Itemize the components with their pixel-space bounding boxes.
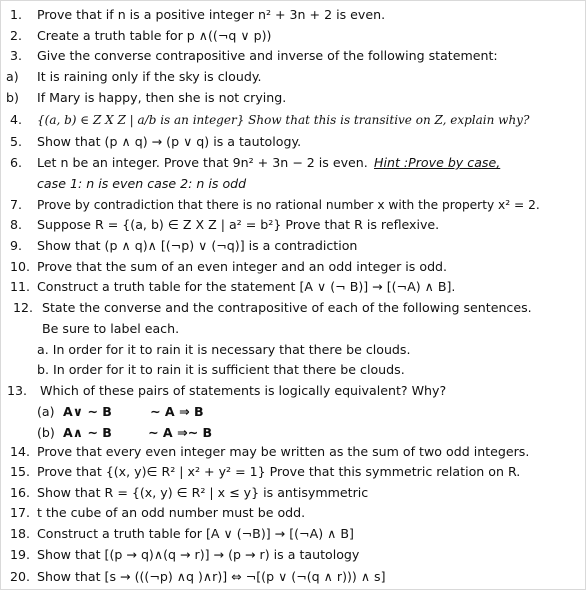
item-text: State the converse and the contrapositive of each of the following sentences. [42, 300, 532, 315]
item-number: 7. [10, 197, 23, 212]
item-text: Show that R = {(x, y) ∈ R² | x ≤ y} is antisymmetric [37, 485, 369, 500]
item-text: It is raining only if the sky is cloudy. [37, 69, 262, 84]
hint-text: Hint :Prove by case, [374, 155, 501, 170]
pair-left: A∧ ∼ B [63, 425, 112, 440]
item-text: Create a truth table for p ∧((¬q ∨ p)) [37, 28, 272, 43]
item-number: 19. [10, 547, 31, 562]
item-number: 13. [7, 383, 28, 398]
item-text: Construct a truth table for the statement [A ∨ (¬ B)] → [(¬A) ∧ B]. [37, 279, 456, 294]
item-text: Prove that every even integer may be written as the sum of two odd integers. [37, 444, 530, 459]
item-text: Which of these pairs of statements is logically equivalent? Why? [40, 383, 447, 398]
item-text: {(a, b) ∈ Z X Z | a/b is an integer} Show that this is transitive on Z, explain why? [37, 113, 530, 127]
item-number: 12. [13, 300, 34, 315]
item-text: If Mary is happy, then she is not crying. [37, 90, 287, 105]
item-number: 9. [10, 238, 23, 253]
item-number: 15. [10, 464, 31, 479]
item-number: 2. [10, 28, 23, 43]
item-number: 14. [10, 444, 31, 459]
item-letter: a) [6, 69, 19, 84]
item-text: t the cube of an odd number must be odd. [37, 505, 306, 520]
item-text: Be sure to label each. [42, 321, 180, 336]
item-text: b. In order for it to rain it is sufficient that there be clouds. [37, 362, 405, 377]
item-number: 18. [10, 526, 31, 541]
item-text: Prove that {(x, y)∈ R² | x² + y² = 1} Prove that this symmetric relation on R. [37, 464, 521, 479]
item-text: Prove that the sum of an even integer and an odd integer is odd. [37, 259, 448, 274]
item-text: Show that (p ∧ q)∧ [(¬p) ∨ (¬q)] is a contradiction [37, 238, 358, 253]
item-text: Show that [s → (((¬p) ∧q )∧r)] ⇔ ¬[(p ∨ (¬(q ∧ r))) ∧ s] [37, 569, 386, 584]
item-text: Show that (p ∧ q) → (p ∨ q) is a tautology. [37, 134, 302, 149]
item-text: Show that [(p → q)∧(q → r)] → (p → r) is a tautology [37, 547, 360, 562]
item-text: Suppose R = {(a, b) ∈ Z X Z | a² = b²} Prove that R is reflexive. [37, 217, 440, 232]
item-number: 17. [10, 505, 31, 520]
item-number: 10. [10, 259, 31, 274]
item-text: Give the converse contrapositive and inverse of the following statement: [37, 48, 498, 63]
pair-right: ∼ A ⇒ B [150, 404, 204, 419]
item-number: 8. [10, 217, 23, 232]
item-text: Construct a truth table for [A ∨ (¬B)] → [(¬A) ∧ B] [37, 526, 354, 541]
item-letter: b) [6, 90, 19, 105]
item-number: 20. [10, 569, 31, 584]
item-number: 11. [10, 279, 31, 294]
item-text: Prove that if n is a positive integer n² + 3n + 2 is even. [37, 7, 386, 22]
item-number: 16. [10, 485, 31, 500]
pair-label: (b) [37, 425, 55, 440]
item-text: a. In order for it to rain it is necessary that there be clouds. [37, 342, 411, 357]
pair-left: A∨ ∼ B [63, 404, 112, 419]
item-number: 3. [10, 48, 23, 63]
item-text: Prove by contradiction that there is no rational number x with the property x² = 2. [37, 198, 540, 212]
item-number: 5. [10, 134, 23, 149]
pair-label: (a) [37, 404, 55, 419]
item-number: 1. [10, 7, 23, 22]
case-text: case 1: n is even case 2: n is odd [37, 176, 247, 191]
item-number: 4. [10, 112, 23, 127]
pair-right: ∼ A ⇒∼ B [148, 425, 213, 440]
item-number: 6. [10, 155, 23, 170]
item-text: Let n be an integer. Prove that 9n² + 3n − 2 is even. [37, 155, 368, 170]
